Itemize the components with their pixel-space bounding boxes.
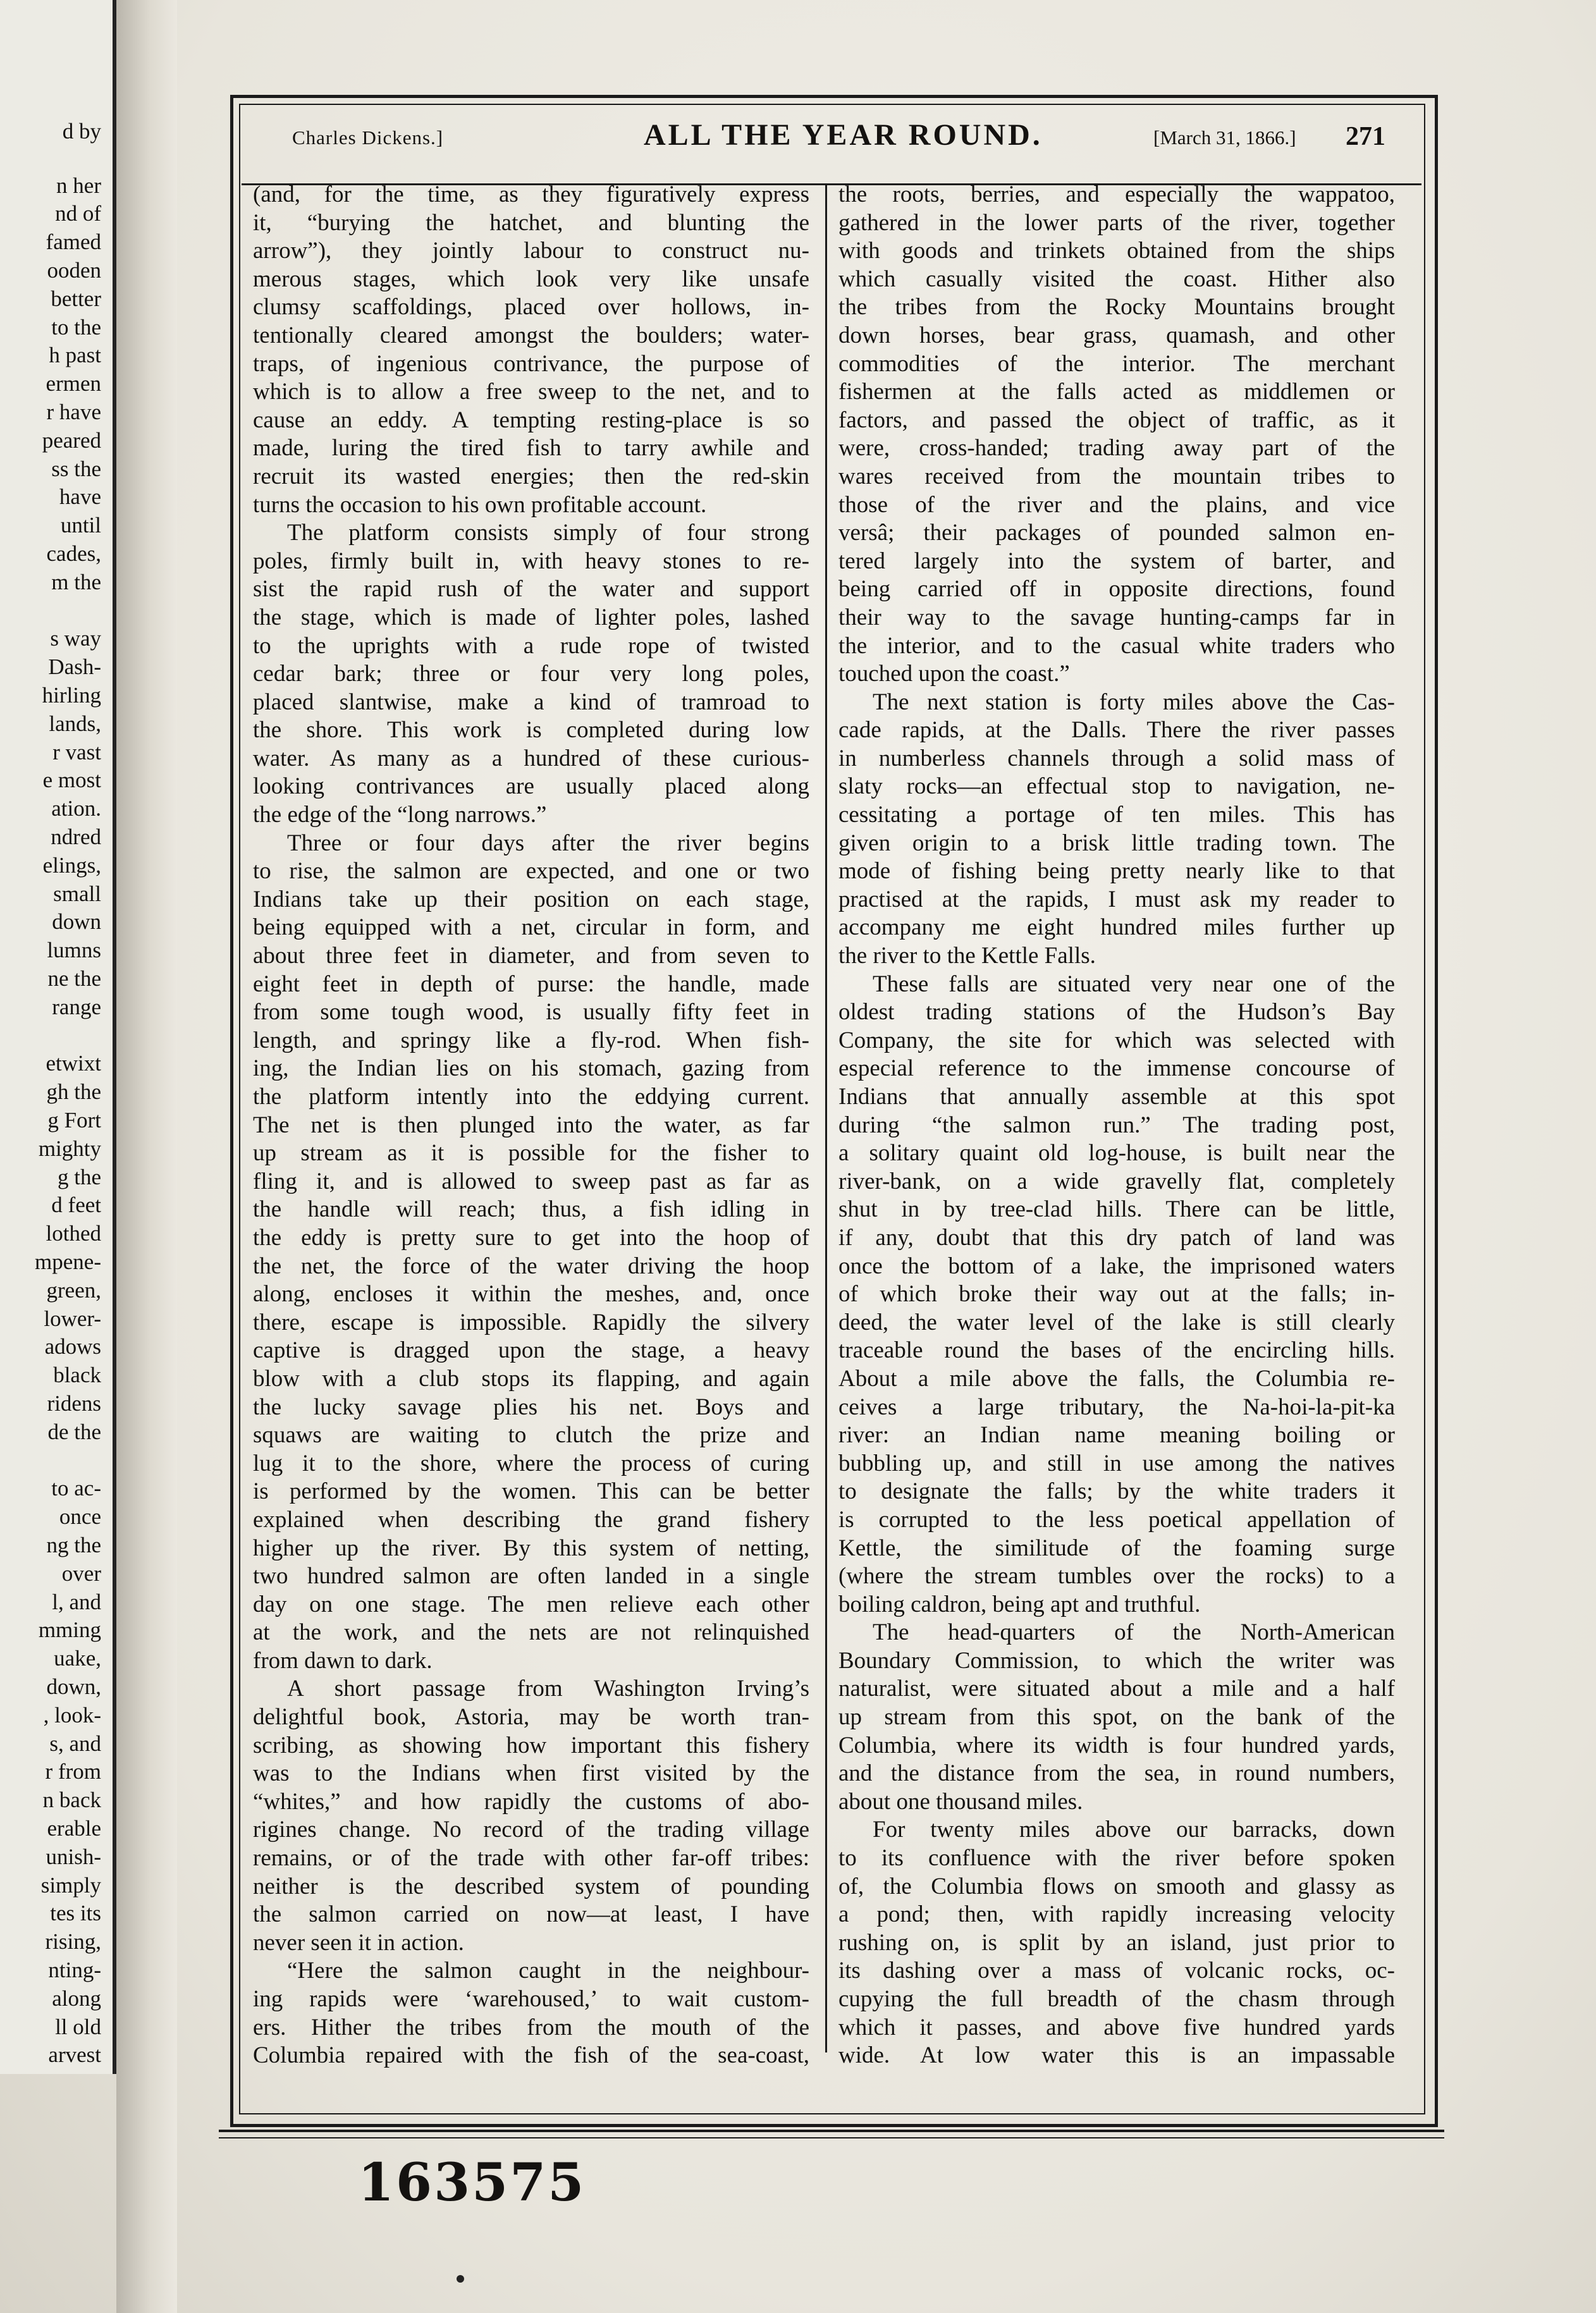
text-line: (where the stream tumbles over the rocks) to a	[838, 1563, 1395, 1590]
text-line: river-bank, on a wide gravelly flat, completely	[838, 1168, 1395, 1194]
facing-page-line: famed	[46, 230, 101, 255]
text-line: cupying the full breadth of the chasm through	[838, 1986, 1395, 2012]
text-line: Columbia repaired with the fish of the sea-coast,	[253, 2042, 809, 2069]
text-line: river: an Indian name meaning boiling or	[838, 1422, 1395, 1449]
text-line: day on one stage. The men relieve each other	[253, 1591, 809, 1617]
facing-page-line: m the	[51, 569, 101, 594]
text-line: length, and springy like a fly-rod. When fish-	[253, 1027, 809, 1053]
facing-page-line: lumns	[47, 938, 101, 963]
text-line: the shore. This work is completed during low	[253, 717, 809, 744]
facing-page-line: lands,	[49, 711, 101, 736]
text-line: rushing on, is split by an island, just prior to	[838, 1929, 1395, 1956]
text-line: the roots, berries, and especially the wappatoo,	[838, 181, 1395, 207]
facing-page-line: lothed	[46, 1221, 101, 1246]
facing-page-line: mming	[38, 1617, 101, 1643]
facing-page-line: gh the	[46, 1079, 101, 1105]
running-head-author: Charles Dickens.]	[292, 126, 444, 149]
text-line: A short passage from Washington Irving’s	[287, 1676, 809, 1702]
text-line: the river to the Kettle Falls.	[838, 943, 1096, 969]
text-line: These falls are situated very near one of the	[873, 971, 1395, 997]
running-head-title: ALL THE YEAR ROUND.	[644, 118, 1043, 152]
facing-page-line: peared	[42, 427, 101, 453]
footer-rule	[219, 2130, 1444, 2132]
text-line: merous stages, which look very like unsafe	[253, 266, 809, 292]
text-line: the stage, which is made of lighter poles, lashed	[253, 604, 809, 630]
facing-page-line: adows	[44, 1334, 101, 1359]
text-line: of which broke their way out at the falls; in-	[838, 1281, 1395, 1308]
text-line: ing, the Indian lies on his stomach, gazing from	[253, 1055, 809, 1082]
facing-page-line: ll old	[55, 2014, 101, 2039]
text-line: Indians that annually assemble at this spot	[838, 1084, 1395, 1110]
text-line: of, the Columbia flows on smooth and glassy as	[838, 1873, 1395, 1899]
facing-page-line: rising,	[45, 1929, 101, 1954]
text-line: gathered in the lower parts of the river, together	[838, 209, 1395, 236]
facing-page-line: ridens	[47, 1391, 101, 1416]
text-line: is performed by the women. This can be better	[253, 1478, 809, 1505]
text-line: was to the Indians when first visited by the	[253, 1760, 809, 1787]
facing-page-line: once	[59, 1504, 101, 1530]
text-line: its dashing over a mass of volcanic rocks, oc-	[838, 1958, 1395, 1984]
facing-page-line: mpene-	[35, 1249, 101, 1274]
text-line: About a mile above the falls, the Columbia re-	[838, 1365, 1395, 1392]
facing-page-line: nd of	[55, 201, 101, 226]
facing-page-line: better	[51, 286, 101, 311]
text-line: touched upon the coast.”	[838, 661, 1070, 687]
text-line: those of the river and the plains, and vice	[838, 491, 1395, 518]
text-line: from some tough wood, is usually fifty feet in	[253, 999, 809, 1026]
text-line: commodities of the interior. The merchant	[838, 350, 1395, 377]
text-line: sist the rapid rush of the water and support	[253, 576, 809, 603]
text-line: to the uprights with a rude rope of twisted	[253, 632, 809, 659]
facing-page-line: to the	[51, 314, 101, 340]
text-line: especial reference to the immense concourse of	[838, 1055, 1395, 1082]
facing-page-line: r vast	[52, 739, 101, 764]
text-line: the interior, and to the casual white traders who	[838, 632, 1395, 659]
text-line: to rise, the salmon are expected, and one or two	[253, 858, 809, 885]
text-line: scribing, as showing how important this fishery	[253, 1732, 809, 1758]
text-line: which casually visited the coast. Hither also	[838, 266, 1395, 292]
text-line: which is to allow a free sweep to the net, and to	[253, 379, 809, 405]
text-line: naturalist, were situated about a mile and a half	[838, 1676, 1395, 1702]
facing-page-line: mighty	[38, 1136, 101, 1161]
text-line: squaws are waiting to clutch the prize and	[253, 1422, 809, 1449]
text-line: the salmon carried on now—at least, I have	[253, 1901, 809, 1928]
text-line: rigines change. No record of the trading village	[253, 1817, 809, 1843]
page-number: 271	[1346, 122, 1385, 151]
text-line: The net is then plunged into the water, as far	[253, 1112, 809, 1138]
text-line: the lucky savage plies his net. Boys and	[253, 1394, 809, 1420]
text-line: tentionally cleared amongst the boulders; water-	[253, 322, 809, 348]
facing-page-line: unish-	[46, 1844, 101, 1869]
facing-page-line: ndred	[51, 825, 101, 849]
text-line: Columbia, where its width is four hundred yards,	[838, 1732, 1395, 1758]
text-line: a pond; then, with rapidly increasing velocity	[838, 1901, 1395, 1928]
text-line: in numberless channels through a solid mass of	[838, 745, 1395, 771]
text-line: ing rapids were ‘warehoused,’ to wait custom-	[253, 1986, 809, 2012]
facing-page-line: ermen	[46, 371, 101, 396]
text-line: higher up the river. By this system of netting,	[253, 1535, 809, 1561]
text-line: about three feet in diameter, and from seven to	[253, 943, 809, 969]
facing-page-line: small	[53, 881, 101, 906]
text-line: once the bottom of a lake, the imprisoned waters	[838, 1253, 1395, 1279]
text-line: bubbling up, and still in use among the natives	[838, 1450, 1395, 1476]
facing-page-line: uake,	[54, 1646, 101, 1671]
text-line: fishermen at the falls acted as middlemen or	[838, 379, 1395, 405]
text-line: the platform intently into the eddying current.	[253, 1084, 809, 1110]
facing-page-line: , look-	[43, 1702, 101, 1727]
text-line: being equipped with a net, circular in form, and	[253, 914, 809, 941]
facing-page-line: erable	[47, 1816, 101, 1841]
text-line: versâ; their packages of pounded salmon en-	[838, 520, 1395, 546]
text-line: turns the occasion to his own profitable account.	[253, 491, 707, 518]
text-line: accompany me eight hundred miles further up	[838, 914, 1395, 941]
text-line: the eddy is pretty sure to get into the hoop of	[253, 1224, 809, 1251]
text-line: recruit its wasted energies; then the red-skin	[253, 463, 809, 489]
text-line: along, encloses it within the meshes, and, once	[253, 1281, 809, 1308]
text-line: during “the salmon run.” The trading post,	[838, 1112, 1395, 1138]
facing-page-line: until	[60, 513, 101, 538]
text-line: clumsy scaffoldings, placed over hollows, in-	[253, 294, 809, 321]
facing-page-line: r have	[46, 400, 101, 424]
text-line: fling it, and is allowed to sweep past as far as	[253, 1168, 809, 1194]
text-line: blow with a club stops its flapping, and again	[253, 1365, 809, 1392]
facing-page-line: lower-	[44, 1306, 101, 1331]
text-line: being carried off in opposite directions, found	[838, 576, 1395, 603]
facing-page-line: cades,	[46, 541, 101, 566]
ink-speck	[457, 2275, 464, 2283]
text-line: traps, of ingenious contrivance, the purpose of	[253, 350, 809, 377]
text-line: about one thousand miles.	[838, 1788, 1083, 1815]
column-divider	[825, 183, 827, 2052]
text-line: the edge of the “long narrows.”	[253, 802, 547, 828]
text-line: “whites,” and how rapidly the customs of abo-	[253, 1788, 809, 1815]
text-line: there, escape is impossible. Rapidly the silvery	[253, 1309, 809, 1335]
text-line: looking contrivances are usually placed along	[253, 773, 809, 800]
facing-page-line: r from	[45, 1759, 101, 1784]
facing-page-line: down	[52, 909, 101, 935]
text-line: practised at the rapids, I must ask my reader to	[838, 886, 1395, 912]
text-line: shut in by tree-clad hills. There can be little,	[838, 1196, 1395, 1223]
text-line: Boundary Commission, to which the writer was	[838, 1647, 1395, 1674]
text-line: captive is dragged upon the stage, a heavy	[253, 1337, 809, 1364]
text-line: were, cross-handed; trading away part of the	[838, 435, 1395, 462]
text-line: slaty rocks—an effectual stop to navigation, ne-	[838, 773, 1395, 800]
text-line: and the distance from the sea, in round numbers,	[838, 1760, 1395, 1787]
text-line: water. As many as a hundred of these curious-	[253, 745, 809, 771]
archive-stamp-number: 163575	[358, 2152, 586, 2213]
text-line: “Here the salmon caught in the neighbour-	[287, 1958, 809, 1984]
text-line: cade rapids, at the Dalls. There the river passes	[838, 717, 1395, 744]
text-line: the tribes from the Rocky Mountains brought	[838, 294, 1395, 321]
facing-page-line: over	[61, 1561, 101, 1586]
text-line: it, “burying the hatchet, and blunting the	[253, 209, 809, 236]
facing-page-line: g the	[57, 1164, 101, 1189]
text-line: to designate the falls; by the white traders it	[838, 1478, 1395, 1505]
text-line: mode of fishing being pretty nearly like to that	[838, 858, 1395, 885]
text-line: remains, or of the trade with other far-off tribes:	[253, 1845, 809, 1872]
facing-page-line: ss the	[51, 456, 101, 481]
facing-page-line: ooden	[47, 258, 101, 283]
facing-page-line: ng the	[46, 1533, 101, 1557]
text-line: which it passes, and above five hundred yards	[838, 2014, 1395, 2040]
footer-rule-thin	[219, 2137, 1444, 2138]
facing-page-line: Dash-	[48, 654, 101, 680]
facing-page-line: elings,	[42, 852, 101, 878]
facing-page-line: have	[59, 484, 101, 510]
text-line: made, luring the tired fish to tarry awhile and	[253, 435, 809, 462]
text-line: ceives a large tributary, the Na-hoi-la-pit-ka	[838, 1394, 1395, 1420]
facing-page-line: ation.	[51, 796, 101, 821]
text-line: the net, the force of the water driving the hoop	[253, 1253, 809, 1279]
text-line: wide. At low water this is an impassable	[838, 2042, 1395, 2069]
text-line: down horses, bear grass, quamash, and other	[838, 322, 1395, 348]
text-line: the handle will reach; thus, a fish idling in	[253, 1196, 809, 1223]
text-line: The next station is forty miles above the Cas-	[873, 689, 1395, 715]
text-line: Three or four days after the river begins	[287, 830, 809, 856]
text-line: placed slantwise, make a kind of tramroad to	[253, 689, 809, 715]
text-line: ers. Hither the tribes from the mouth of the	[253, 2014, 809, 2040]
running-head-date: [March 31, 1866.]	[1153, 126, 1296, 149]
facing-page-line: range	[52, 994, 101, 1019]
facing-page-line: d by	[62, 119, 101, 144]
facing-page-line: g Fort	[47, 1108, 101, 1132]
page-gutter	[116, 0, 177, 2313]
text-line: lug it to the shore, where the process of curing	[253, 1450, 809, 1476]
text-line: cessitating a portage of ten miles. This has	[838, 802, 1395, 828]
text-line: traceable round the bases of the encircling hills.	[838, 1337, 1395, 1364]
facing-page-line: l, and	[52, 1589, 101, 1614]
text-line: their way to the savage hunting-camps far in	[838, 604, 1395, 630]
text-line: two hundred salmon are often landed in a single	[253, 1563, 809, 1590]
text-column-right	[838, 181, 1395, 2070]
text-line: Kettle, the similitude of the foaming surge	[838, 1535, 1395, 1561]
text-line: tered largely into the system of barter, and	[838, 548, 1395, 574]
text-line: up stream from this spot, on the bank of the	[838, 1704, 1395, 1731]
text-line: wares received from the mountain tribes to	[838, 463, 1395, 489]
text-column-left	[253, 181, 809, 2070]
text-line: a solitary quaint old log-house, is built near the	[838, 1140, 1395, 1167]
facing-page-line: hirling	[42, 683, 101, 708]
facing-page-line: de the	[47, 1419, 101, 1444]
facing-page-fragment	[0, 0, 116, 2074]
text-line: Company, the site for which was selected with	[838, 1027, 1395, 1053]
text-line: For twenty miles above our barracks, down	[873, 1817, 1395, 1843]
text-line: cedar bark; three or four very long poles,	[253, 661, 809, 687]
text-line: explained when describing the grand fishery	[253, 1506, 809, 1533]
facing-page-line: etwixt	[46, 1051, 101, 1076]
facing-page-line: n her	[56, 173, 101, 198]
text-line: is corrupted to the less poetical appellation of	[838, 1506, 1395, 1533]
facing-page-line: tes its	[50, 1901, 101, 1926]
facing-page-line: arvest	[48, 2042, 101, 2068]
text-line: boiling caldron, being apt and truthful.	[838, 1591, 1201, 1617]
text-line: never seen it in action.	[253, 1929, 464, 1956]
text-line: up stream as it is possible for the fisher to	[253, 1140, 809, 1167]
facing-page-line: down,	[46, 1674, 101, 1699]
facing-page-line: black	[53, 1363, 101, 1388]
text-line: with goods and trinkets obtained from the ships	[838, 238, 1395, 264]
text-line: oldest trading stations of the Hudson’s Bay	[838, 999, 1395, 1026]
text-line: The platform consists simply of four strong	[287, 520, 809, 546]
text-line: Indians take up their position on each stage,	[253, 886, 809, 912]
facing-page-line: d feet	[51, 1193, 101, 1218]
text-line: given origin to a brisk little trading town. The	[838, 830, 1395, 856]
facing-page-line: along	[52, 1985, 101, 2011]
facing-page-line: n back	[42, 1788, 101, 1813]
facing-page-line: to ac-	[51, 1476, 101, 1501]
text-line: poles, firmly built in, with heavy stones to re-	[253, 548, 809, 574]
text-line: to its confluence with the river before spoken	[838, 1845, 1395, 1872]
text-line: The head-quarters of the North-American	[873, 1619, 1395, 1646]
text-line: neither is the described system of pounding	[253, 1873, 809, 1899]
facing-page-line: e most	[42, 768, 101, 793]
facing-page-line: green,	[46, 1277, 101, 1303]
text-line: from dawn to dark.	[253, 1647, 433, 1674]
text-line: deed, the water level of the lake is still clearly	[838, 1309, 1395, 1335]
text-line: cause an eddy. A tempting resting-place is so	[253, 407, 809, 433]
facing-page-line: s, and	[49, 1731, 101, 1756]
text-line: arrow”), they jointly labour to construct nu-	[253, 238, 809, 264]
text-line: (and, for the time, as they figuratively express	[253, 181, 809, 207]
text-line: eight feet in depth of purse: the handle, made	[253, 971, 809, 997]
text-line: factors, and passed the object of traffic, as it	[838, 407, 1395, 433]
text-line: at the work, and the nets are not relinquished	[253, 1619, 809, 1646]
text-line: delightful book, Astoria, may be worth tran-	[253, 1704, 809, 1731]
facing-page-line: ne the	[47, 966, 101, 991]
facing-page-line: nting-	[48, 1958, 101, 1982]
facing-page-line: s way	[50, 626, 101, 651]
facing-page-line: simply	[40, 1872, 101, 1898]
facing-page-line: h past	[49, 343, 101, 368]
text-line: if any, doubt that this dry patch of land was	[838, 1224, 1395, 1251]
